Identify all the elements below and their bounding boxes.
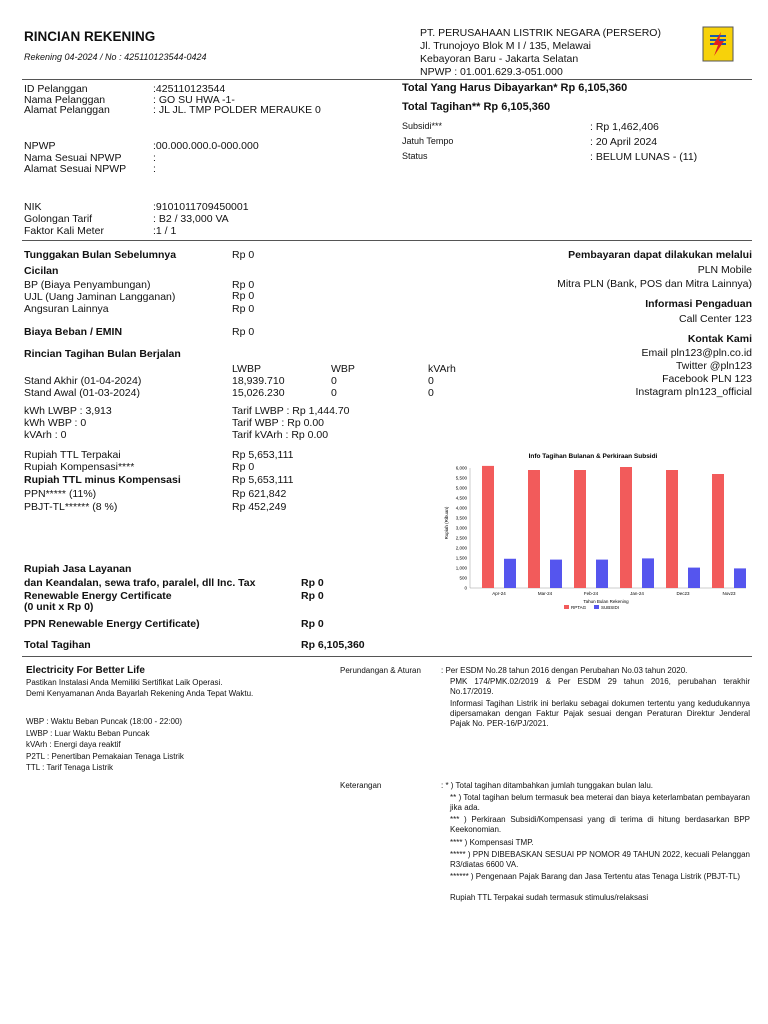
col-kvarh: kVArh [428,363,456,375]
jatuh-tempo-label: Jatuh Tempo [402,136,454,146]
pln-logo [702,26,734,62]
rec-label: Renewable Energy Certificate [24,590,172,602]
payment-info [557,249,752,398]
nama-pelanggan-value: : GO SU HWA -1- [153,94,235,106]
chart-bar-rptag [666,470,678,588]
tunggakan-value: Rp 0 [232,249,255,261]
ttl-terpakai-label: Rupiah TTL Terpakai [24,449,121,461]
chart-bar-subsidi [504,559,516,588]
chart-title: Info Tagihan Bulanan & Perkiraan Subsidi [528,453,658,460]
chart-y-tick-label: 5,000 [455,485,467,491]
company-address-2: Kebayoran Baru - Jakarta Selatan [420,53,579,65]
keterangan-1: : * ) Total tagihan ditambahkan jumlah tunggakan bulan lalu. [441,781,653,790]
nama-npwp-label: Nama Sesuai NPWP [24,152,122,164]
payment-mitra: Mitra PLN (Bank, POS dan Mitra Lainnya) [557,278,752,290]
regulation-2: PMK 174/PMK.02/2019 & Per ESDM 29 tahun 2016, perubahan terakhir No.17/2019. [450,677,750,696]
tarif-wbp: Tarif WBP : Rp 0.00 [232,417,325,429]
chart-x-tick-label: Mar-24 [537,591,553,596]
ttl-minus-label: Rupiah TTL minus Kompensasi [24,474,181,486]
cicilan-label: Cicilan [24,265,59,277]
chart-bar-rptag [482,466,494,588]
chart-y-tick-label: 4,000 [455,505,467,511]
document-title: RINCIAN REKENING [24,29,156,44]
bp-label: BP (Biaya Penyambungan) [24,279,151,291]
chart-x-axis-label: Tahun Bulan Rekening [583,599,629,604]
company-npwp: NPWP : 01.001.629.3-051.000 [420,66,563,78]
keterangan-4: **** ) Kompensasi TMP. [450,838,534,847]
section-divider [22,240,752,241]
rincian-bulan-label: Rincian Tagihan Bulan Berjalan [24,348,181,360]
chart-bar-subsidi [596,560,608,588]
glossary [26,716,184,774]
company-address-1: Jl. Trunojoyo Blok M I / 135, Melawai [420,40,591,52]
keandalan-value: Rp 0 [301,577,324,589]
ttl-minus-value: Rp 5,653,111 [232,474,294,486]
ujl-label: UJL (Uang Jaminan Langganan) [24,291,176,303]
total-tagihan-summary: Total Tagihan** Rp 6,105,360 [402,101,551,113]
alamat-pelanggan-label: Alamat Pelanggan [24,104,110,116]
chart-legend-label: SUBSIDI [601,605,620,610]
chart-x-tick-label: Feb-24 [583,591,599,596]
ppn-rec-label: PPN Renewable Energy Certificate) [24,618,200,630]
id-pelanggan-value: :425110123544 [153,83,226,95]
npwp-label: NPWP [24,140,56,152]
chart-y-tick-label: 2,000 [455,545,467,551]
header-divider [22,79,752,80]
chart-bar-rptag [528,470,540,588]
chart-x-tick-label: Nov23 [722,591,736,596]
chart-bar-subsidi [688,568,700,588]
chart-y-tick-label: 0 [464,585,467,591]
company-block [420,27,661,79]
biaya-beban-value: Rp 0 [232,326,255,338]
slogan-line-2: Demi Kenyamanan Anda Bayarlah Rekening Anda Tepat Waktu. [26,689,254,698]
keterangan-6: ****** ) Pengenaan Pajak Barang dan Jasa Tertentu atas Tenaga Listrik (PBJT-TL) [450,872,741,881]
total-tagihan-label: Total Tagihan [24,639,91,651]
tarif-lwbp: Tarif LWBP : Rp 1,444.70 [232,405,350,417]
chart-y-tick-label: 1,000 [455,565,467,571]
glossary-kvarh: kVArh : Energi daya reaktif [26,740,121,749]
alamat-npwp-label: Alamat Sesuai NPWP [24,163,127,175]
golongan-tarif-label: Golongan Tarif [24,213,93,225]
kvarh-value: kVArh : 0 [24,429,67,441]
chart-y-tick-label: 3,500 [455,515,467,521]
chart-bar-subsidi [734,568,746,588]
kontak-title: Kontak Kami [687,333,752,345]
stand-awal-lwbp: 15,026.230 [232,387,285,399]
pbjt-value: Rp 452,249 [232,501,287,513]
chart-bar-subsidi [550,560,562,588]
kompensasi-value: Rp 0 [232,461,255,473]
chart-legend-swatch [594,605,599,609]
contact-email: Email pln123@pln.co.id [641,347,752,359]
col-wbp: WBP [331,363,355,375]
nama-pelanggan-label: Nama Pelanggan [24,94,106,106]
ppn-rec-value: Rp 0 [301,618,324,630]
chart-y-axis-label: Rupiah (Ribuan) [444,506,449,540]
ppn-label: PPN***** (11%) [24,488,97,500]
chart-bar-rptag [620,467,632,588]
document-subtitle: Rekening 04-2024 / No : 425110123544-0424 [24,52,207,62]
billing-chart [428,448,758,614]
glossary-p2tl: P2TL : Penertiban Pemakaian Tenaga Listrik [26,751,184,761]
stand-akhir-wbp: 0 [331,375,337,387]
contact-facebook: Facebook PLN 123 [662,373,752,385]
alamat-pelanggan-value: : JL JL. TMP POLDER MERAUKE 0 [153,104,321,116]
faktor-kali-label: Faktor Kali Meter [24,225,104,237]
contact-twitter: Twitter @pln123 [675,360,752,372]
pengaduan-title: Informasi Pengaduan [645,298,752,310]
chart-y-tick-label: 1,500 [455,555,467,561]
slogan: Electricity For Better Life [26,665,145,676]
keterangan-5: ***** ) PPN DIBEBASKAN SESUAI PP NOMOR 49 TAHUN 2022, kecuali Pelanggan R3/diatas 6600 VA. [450,850,750,869]
chart-x-tick-label: Jan-24 [630,591,644,596]
nama-npwp-value: : [153,152,156,164]
jatuh-tempo-value: : 20 April 2024 [590,136,658,148]
stand-akhir-kvarh: 0 [428,375,434,387]
chart-bar-subsidi [642,558,654,588]
regulation-label: Perundangan & Aturan [340,666,421,675]
stand-awal-kvarh: 0 [428,387,434,399]
chart-y-tick-label: 5,500 [455,475,467,481]
kompensasi-label: Rupiah Kompensasi**** [24,461,135,473]
jasa-layanan-label: Rupiah Jasa Layanan [24,563,132,575]
golongan-tarif-value: : B2 / 33,000 VA [153,213,229,225]
biaya-beban-label: Biaya Beban / EMIN [24,326,123,338]
col-lwbp: LWBP [232,363,261,375]
subsidi-label: Subsidi*** [402,121,443,131]
chart-bar-rptag [574,470,586,588]
kwh-wbp: kWh WBP : 0 [24,417,87,429]
stand-awal-label: Stand Awal (01-03-2024) [24,387,140,399]
pbjt-label: PBJT-TL****** (8 %) [24,501,118,513]
billing-chart-svg [428,448,758,614]
call-center: Call Center 123 [679,313,752,325]
keterangan-2: ** ) Total tagihan belum termasuk bea meterai dan biaya keterlambatan pembayaran jika ada. [450,793,750,812]
chart-x-tick-label: Dec23 [676,591,690,596]
footer-divider [22,656,752,657]
chart-y-tick-label: 3,000 [455,525,467,531]
bp-value: Rp 0 [232,279,255,291]
ppn-value: Rp 621,842 [232,488,287,500]
tunggakan-label: Tunggakan Bulan Sebelumnya [24,249,177,261]
stand-akhir-label: Stand Akhir (01-04-2024) [24,375,142,387]
tarif-kvarh: Tarif kVArh : Rp 0.00 [232,429,329,441]
payment-pln-mobile: PLN Mobile [697,264,752,276]
kwh-lwbp: kWh LWBP : 3,913 [24,405,112,417]
subsidi-value: : Rp 1,462,406 [590,121,659,133]
chart-y-tick-label: 6,000 [455,465,467,471]
company-name: PT. PERUSAHAAN LISTRIK NEGARA (PERSERO) [420,27,661,39]
total-harus-dibayar: Total Yang Harus Dibayarkan* Rp 6,105,360 [402,82,628,94]
keterangan-7: Rupiah TTL Terpakai sudah termasuk stimulus/relaksasi [450,893,649,902]
glossary-lwbp: LWBP : Luar Waktu Beban Puncak [26,728,150,738]
chart-y-tick-label: 4,500 [455,495,467,501]
npwp-value: :00.000.000.0-000.000 [153,140,259,152]
chart-y-tick-label: 500 [459,575,467,581]
status-value: : BELUM LUNAS - (11) [590,151,698,163]
keandalan-label: dan Keandalan, sewa trafo, paralel, dll Inc. Tax [24,577,256,589]
chart-y-tick-label: 2,500 [455,535,467,541]
angsuran-label: Angsuran Lainnya [24,303,109,315]
angsuran-value: Rp 0 [232,303,255,315]
regulation-1: : Per ESDM No.28 tahun 2016 dengan Perubahan No.03 tahun 2020. [441,666,688,675]
slogan-line-1: Pastikan Instalasi Anda Memiliki Sertifikat Laik Operasi. [26,678,223,687]
alamat-npwp-value: : [153,163,156,175]
ttl-terpakai-value: Rp 5,653,111 [232,449,294,461]
chart-legend-swatch [564,605,569,609]
chart-legend-label: RPTAG [571,605,587,610]
faktor-kali-value: :1 / 1 [153,225,177,237]
glossary-wbp: WBP : Waktu Beban Puncak (18:00 - 22:00) [26,717,183,726]
rec-unit-label: (0 unit x Rp 0) [24,601,94,613]
glossary-ttl: TTL : Tarif Tenaga Listrik [26,763,113,772]
chart-x-tick-label: Apr-24 [492,591,506,596]
status-label: Status [402,151,428,161]
nik-label: NIK [24,201,42,213]
id-pelanggan-label: ID Pelanggan [24,83,88,95]
stand-awal-wbp: 0 [331,387,337,399]
nik-value: :9101011709450001 [153,201,249,213]
rec-value: Rp 0 [301,590,324,602]
payment-title: Pembayaran dapat dilakukan melalui [568,249,752,261]
regulation-3: Informasi Tagihan Listrik ini berlaku sebagai dokumen tertentu yang kedudukannya dipersamakan dengan Faktur Pajak sesuai dengan Peraturan Direktur Jenderal Pajak No. PER-16/PJ/2021. [450,699,750,728]
keterangan-3: *** ) Perkiraan Subsidi/Kompensasi yang di terima di hitung berdasarkan BPP Keekonomian. [450,815,750,834]
keterangan-label: Keterangan [340,781,382,790]
stand-akhir-lwbp: 18,939.710 [232,375,285,387]
chart-bar-rptag [712,474,724,588]
total-tagihan-value: Rp 6,105,360 [301,639,365,651]
ujl-value: Rp 0 [232,290,255,302]
contact-instagram: Instagram pln123_official [635,386,752,398]
